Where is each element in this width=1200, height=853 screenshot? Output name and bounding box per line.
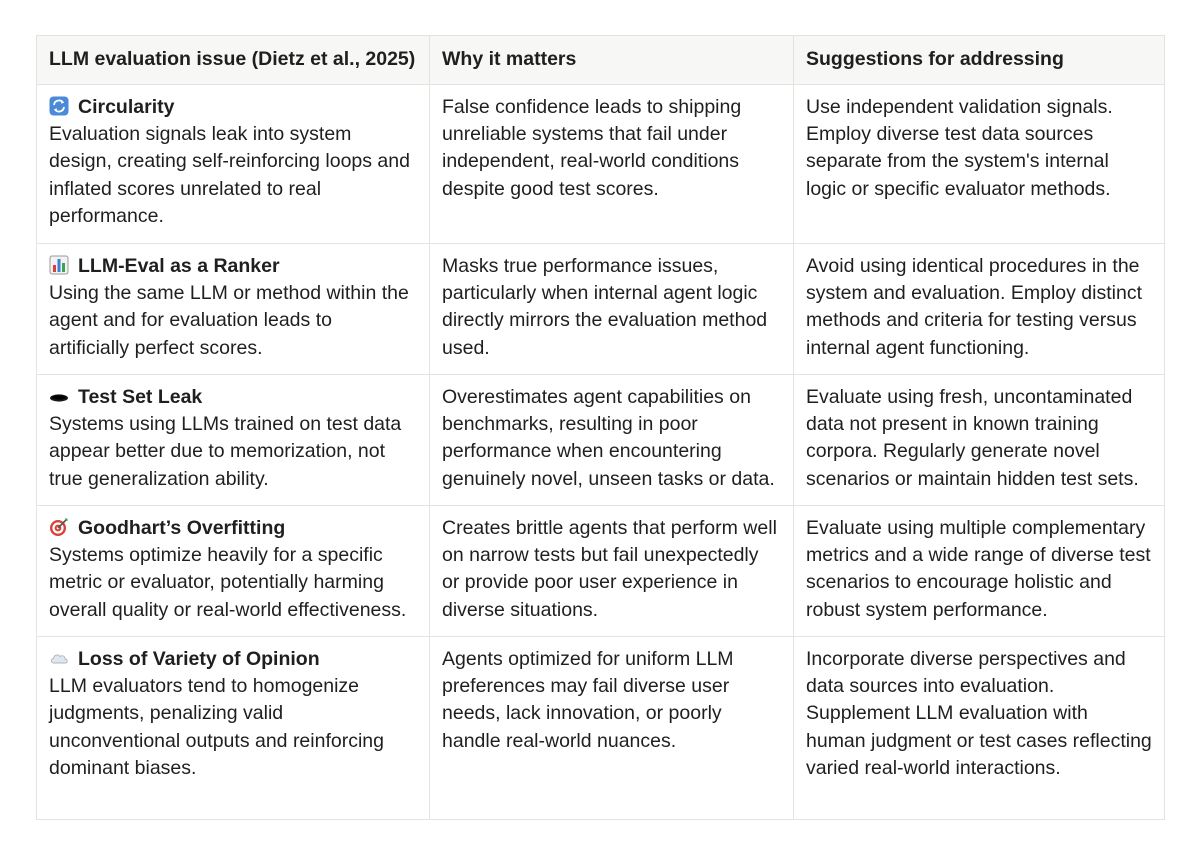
issue-title-line xyxy=(49,253,417,280)
issue-title-line xyxy=(49,94,417,121)
table-header-row xyxy=(37,36,1165,85)
hole-icon xyxy=(49,386,69,406)
issue-title-line xyxy=(49,384,417,411)
issue-title: Test Set Leak xyxy=(78,386,203,408)
why-cell: Masks true performance issues, particularly when internal agent logic directly mirrors the evaluation method used. xyxy=(430,244,794,375)
table-row xyxy=(37,375,1165,506)
issue-cell xyxy=(37,375,430,506)
suggestion-cell: Evaluate using multiple complementary metrics and a wide range of diverse test scenarios to encourage holistic and robust system performance. xyxy=(794,506,1165,637)
issue-cell xyxy=(37,244,430,375)
why-cell: False confidence leads to shipping unreliable systems that fail under independent, real-world conditions despite good test scores. xyxy=(430,85,794,244)
issue-cell xyxy=(37,637,430,820)
issue-title: LLM-Eval as a Ranker xyxy=(78,255,280,277)
issue-title: Loss of Variety of Opinion xyxy=(78,648,320,670)
issue-title-line xyxy=(49,515,417,542)
issue-title: Circularity xyxy=(78,96,175,118)
issue-description: Systems using LLMs trained on test data appear better due to memorization, not true generalization ability. xyxy=(49,413,402,490)
table-row xyxy=(37,506,1165,637)
issue-cell xyxy=(37,506,430,637)
suggestion-cell: Avoid using identical procedures in the system and evaluation. Employ distinct methods and criteria for testing versus internal agent functioning. xyxy=(794,244,1165,375)
issue-cell xyxy=(37,85,430,244)
table-row xyxy=(37,244,1165,375)
suggestion-cell: Incorporate diverse perspectives and data sources into evaluation. Supplement LLM evaluation with human judgment or test cases reflecting varied real-world interactions. xyxy=(794,637,1165,820)
why-cell: Creates brittle agents that perform well on narrow tests but fail unexpectedly or provide poor user experience in diverse situations. xyxy=(430,506,794,637)
table-row xyxy=(37,637,1165,820)
suggestion-cell: Evaluate using fresh, uncontaminated data not present in known training corpora. Regularly generate novel scenarios or maintain hidden test sets. xyxy=(794,375,1165,506)
column-header-suggestions: Suggestions for addressing xyxy=(794,36,1165,85)
column-header-issue: LLM evaluation issue (Dietz et al., 2025) xyxy=(37,36,430,85)
issues-table-container xyxy=(36,35,1164,820)
issue-description: Systems optimize heavily for a specific metric or evaluator, potentially harming overall quality or real-world effectiveness. xyxy=(49,544,407,621)
cloud-icon xyxy=(49,648,69,668)
issue-title-line xyxy=(49,646,417,673)
bar-chart-icon xyxy=(49,255,69,275)
issue-description: Evaluation signals leak into system design, creating self-reinforcing loops and inflated scores unrelated to real performance. xyxy=(49,123,410,227)
suggestion-cell: Use independent validation signals. Employ diverse test data sources separate from the system's internal logic or specific evaluator methods. xyxy=(794,85,1165,244)
llm-evaluation-issues-table xyxy=(36,35,1165,820)
issue-description: Using the same LLM or method within the agent and for evaluation leads to artificially perfect scores. xyxy=(49,282,409,359)
counterclockwise-arrows-icon xyxy=(49,96,69,116)
table-row xyxy=(37,85,1165,244)
issue-title: Goodhart’s Overfitting xyxy=(78,517,286,539)
why-cell: Overestimates agent capabilities on benchmarks, resulting in poor performance when encountering genuinely novel, unseen tasks or data. xyxy=(430,375,794,506)
direct-hit-target-icon xyxy=(49,517,69,537)
why-cell: Agents optimized for uniform LLM preferences may fail diverse user needs, lack innovation, or poorly handle real-world nuances. xyxy=(430,637,794,820)
issue-description: LLM evaluators tend to homogenize judgments, penalizing valid unconventional outputs and reinforcing dominant biases. xyxy=(49,675,384,779)
column-header-why: Why it matters xyxy=(430,36,794,85)
